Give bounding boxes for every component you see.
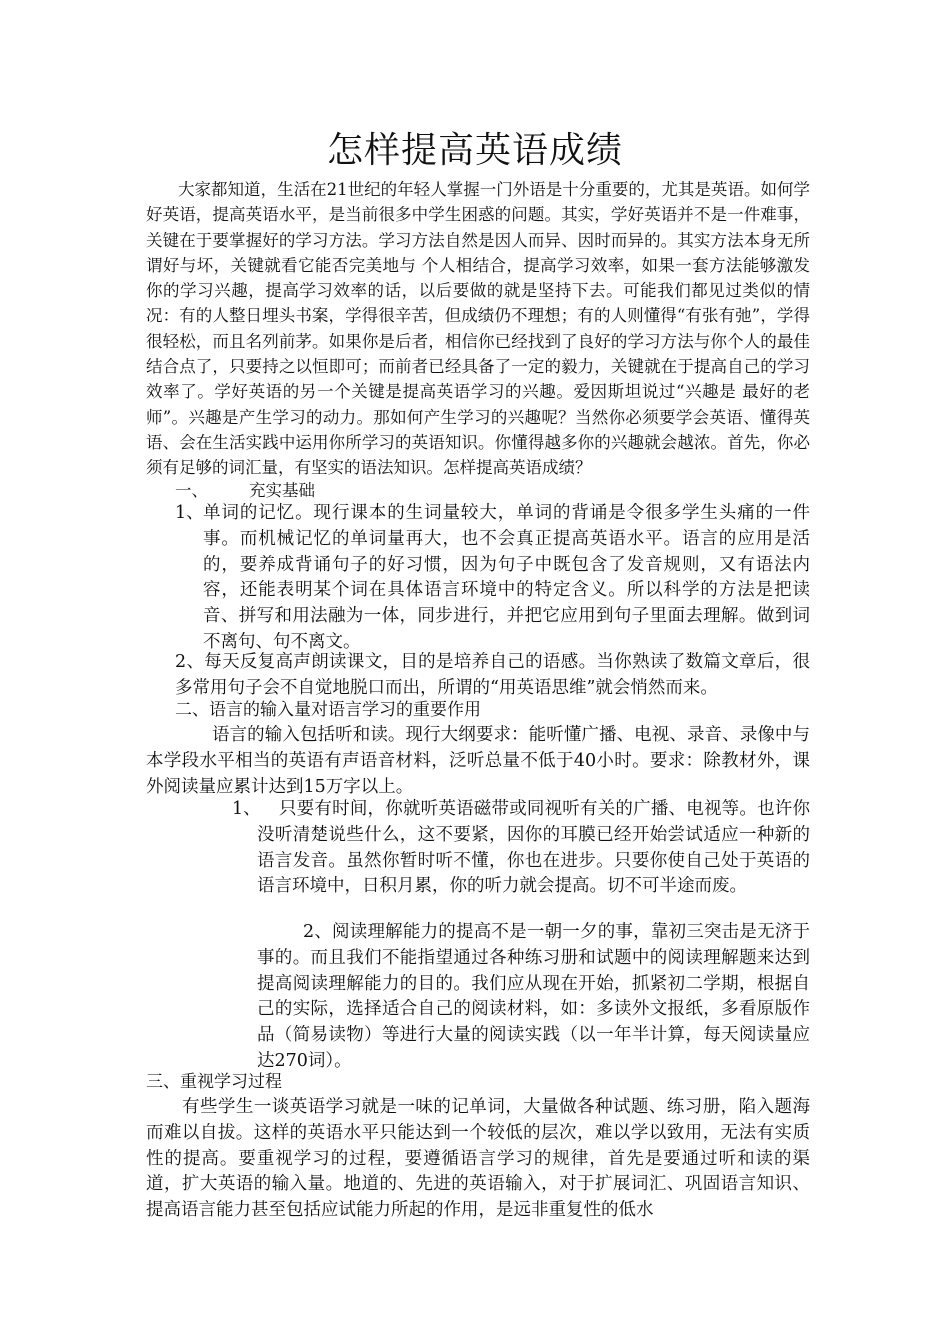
list-item-reading-aloud <box>175 650 810 702</box>
list-item-text: 2、阅读理解能力的提高不是一朝一夕的事，靠初三突击是无济于事的。而且我们不能指望通过各种练习册和试题中的阅读理解题来达到提高阅读理解能力的目的。我们应从现在开始，抓紧初二学期，根据自己的实际，选择适合自己的阅读材料，如：多读外文报纸，多看原版作品（简易读物）等进行大量的阅读实践（以一年半计算，每天阅读量应达270词）。 <box>257 922 810 1071</box>
section-three-paragraph: 有些学生一谈英语学习就是一味的记单词，大量做各种试题、练习册，陷入题海而难以自拔。这样的英语水平只能达到一个较低的层次，难以学以致用，无法有实质性的提高。要重视学习的过程，要遵循语言学习的规律，首先是要通过听和读的渠道，扩大英语的输入量。地道的、先进的英语输入，对于扩展词汇、巩固语言知识、提高语言能力甚至包括应试能力所起的作用，是远非重复性的低水 <box>146 1097 810 1221</box>
list-item-listening <box>232 797 810 900</box>
section-one-number: 一、 <box>175 481 208 500</box>
document-title: 怎样提高英语成绩 <box>326 130 623 171</box>
list-item-reading-comprehension <box>232 920 810 1075</box>
list-item-vocabulary <box>175 501 810 656</box>
section-two-paragraph: 语言的输入包括听和读。现行大纲要求：能听懂广播、电视、录音、录像中与本学段水平相当的英语有声语音材料，泛听总量不低于40小时。要求：除教材外，课外阅读量应累计达到15万字以上。 <box>146 725 810 797</box>
section-one-title: 充实基础 <box>249 481 315 500</box>
section-two-heading: 二、语言的输入量对语言学习的重要作用 <box>175 700 481 720</box>
list-item-number: 1、 <box>175 503 204 523</box>
intro-paragraph: 大家都知道，生活在21世纪的年轻人掌握一门外语是十分重要的，尤其是英语。如何学好英语，提高英语水平，是当前很多中学生困惑的问题。其实，学好英语并不是一件难事，关键在于要掌握好的学习方法。学习方法自然是因人而异、因时而异的。其实方法本身无所谓好与坏，关键就看它能否完美地与 个人相结合，提高学习效率，如果一套方法能够激发你的学习兴趣，提高学习效率的话，以后要做的就是坚持下去。可能我们都见过类似的情况：有的人整日埋头书案，学得很辛苦，但成绩仍不理想；有的人则懂得“有张有弛”，学得很轻松，而且名列前茅。如果你是后者，相信你已经找到了良好的学习方法与你个人的最佳结合点了，只要持之以恒即可；而前者已经具备了一定的毅力，关键就在于提高自己的学习效率了。学好英语的另一个关键是提高英语学习的兴趣。爱因斯坦说过“兴趣是 最好的老师”。兴趣是产生学习的动力。那如何产生学习的兴趣呢？当然你必须要学会英语、懂得英语、会在生活实践中运用你所学习的英语知识。你懂得越多你的兴趣就会越浓。首先，你必须有足够的词汇量，有坚实的语法知识。怎样提高英语成绩？ <box>146 180 810 478</box>
list-item-text: 单词的记忆。现行课本的生词量较大，单词的背诵是令很多学生头痛的一件事。而机械记忆的单词量再大，也不会真正提高英语水平。语言的应用是活的，要养成背诵句子的好习惯，因为句子中既包含了发音规则，又有语法内容，还能表明某个词在具体语言环境中的特定含义。所以科学的方法是把读音、拼写和用法融为一体，同步进行，并把它应用到句子里面去理解。做到词不离句、句不离文。 <box>203 503 810 652</box>
section-three-heading: 三、重视学习过程 <box>146 1072 282 1092</box>
section-one-heading <box>175 478 575 503</box>
list-item-text: 2、每天反复高声朗读课文，目的是培养自己的语感。当你熟读了数篇文章后，很多常用句子会不自觉地脱口而出，所谓的“用英语思维”就会悄然而来。 <box>175 652 810 698</box>
list-item-number: 1、 <box>232 799 261 819</box>
list-item-text: 只要有时间，你就听英语磁带或同视听有关的广播、电视等。也许你没听清楚说些什么，这不要紧，因你的耳膜已经开始尝试适应一种新的语言发音。虽然你暂时听不懂，你也在进步。只要你使自己处于英语的语言环境中，日积月累，你的听力就会提高。切不可半途而废。 <box>257 799 810 897</box>
